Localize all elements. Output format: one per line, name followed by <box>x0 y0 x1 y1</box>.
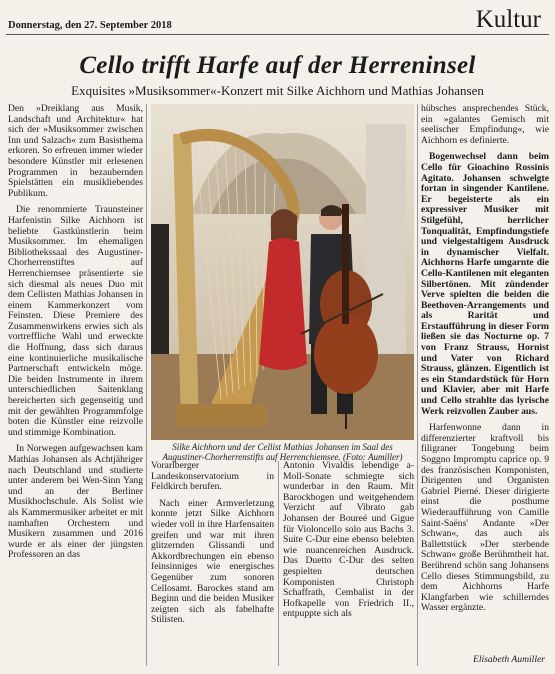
subhead: Exquisites »Musiksommer«-Konzert mit Silke Aichhorn und Mathias Johansen <box>71 83 484 98</box>
paragraph: Harfenwonne dann in differenzierter kraftvoll bis filigraner Tongebung beim Soggno Impromptu caprice op. 9 des französischen Komponisten, Dirigenten und Organisten Gabriel Pierné. Dieser dirigierte einst die posthume Wiederaufführung von Camille Saint-Saëns' Andante »Der Schwan«, das auch als Ballettstück »Der sterbende Schwan« große Berühmtheit hat. Berührend schön sang Johansens Cello dieses Stimmungsbild, zu dem Aichhorns Harfe Klangfarben wie schillerndes Wasser ergänzte. <box>421 422 549 614</box>
column-divider <box>278 461 279 666</box>
headline: Cello trifft Harfe auf der Herreninsel <box>79 52 476 79</box>
column-divider <box>146 104 147 666</box>
photo-illustration <box>151 104 414 440</box>
column-divider <box>417 104 418 666</box>
paragraph: hübsches ansprechendes Stück, ein »galantes Gemisch mit seelischer Empfindung«, wie Aichhorn es definierte. <box>421 103 549 146</box>
paragraph: In Norwegen aufgewachsen kam Mathias Johansen als Achtjähriger nach Deutschland und studierte unter anderem bei Wen-Sinn Yang und an der Berliner Musikhochschule. Als Solist wie als Kammermusiker arbeitet er mit namhaften Orchestern und Musikern zusammen und 2016 wurde er als einer der jüngsten Professoren an das <box>8 443 143 561</box>
paragraph: Antonio Vivaldis lebendige a-Moll-Sonate schmiegte sich wunderbar in den Raum. Mit Barockbogen und weitgehendem Verzicht auf Vibrato gab Johansen der Boureé und Gigue für Violoncello solo aus Bachs 3. Suite C-Dur eine ebenso belebten wie nuancenreichen Ausdruck. Das Duetto C-Dur des selten gespielten deutschen Komponisten Christoph Schaffrath, Cembalist in der Hofkapelle von Friedrich II., entpuppte sich als <box>283 460 414 620</box>
header-rule <box>6 34 549 35</box>
paragraph: Den »Dreiklang aus Musik, Landschaft und Architektur« hat sich der »Musiksommer zwischen Inn und Salzach« zum Basisthema erkoren. So erfreuen immer wieder besondere Künstler mit erlesenen Programmen in bezaubernden Spielstätten ein musikliebendes Publikum. <box>8 103 143 199</box>
photo-caption <box>151 442 414 462</box>
author-byline: Elisabeth Aumiller <box>472 654 545 665</box>
paragraph: Die renommierte Traunsteiner Harfenistin Silke Aichhorn ist beliebte Gastkünstlerin beim Musiksommer. Im ehemaligen Bibliothekssaal des Augustiner-Chorherrenstiftes auf Herrenchiemsee präsentierte sie sich diesmal als neues Duo mit dem Cellisten Mathias Johansen in einem Kammerkonzert vom Feinsten. Diese Premiere des Zusammenwirkens erwies sich als vortreffliche Wahl und erweckte die Hoffnung, dass sich daraus eine kontinuierliche musikalische Partnerschaft entwickeln möge. Die beiden Instrumente in ihrem unterschiedlichen Saitenklang bereicherten sich gegenseitig und mit der gewählten Programmfolge boten die Künstler eine reizvolle und stimmige Kombination. <box>8 204 143 438</box>
column-2a <box>151 461 274 632</box>
caption-text: Silke Aichhorn und der Cellist Mathias Johansen im Saal des Augustiner-Chorherrenstifts auf Herrenchiemsee. <box>162 442 393 462</box>
column-2b <box>283 461 414 626</box>
section-title: Kultur <box>475 6 541 33</box>
concert-photo <box>151 104 414 440</box>
paragraph: Vorarlberger Landeskonservatorium in Feldkirch berufen. <box>151 460 274 493</box>
paragraph: Nach einer Armverletzung konnte jetzt Silke Aichhorn wieder voll in ihre Harfensaiten greifen und war mit ihren glitzernden Glissandi und Akkordbrechungen ein ebenso feinsinniges wie energisches Gegenüber zum sonoren Cellosamt. Barockes stand am Beginn und die beiden Musiker zeigten sich als fabelhafte Stilisten. <box>151 497 274 626</box>
header-date: Donnerstag, den 27. September 2018 <box>8 20 172 31</box>
photo-credit: (Foto: Aumiller) <box>342 452 403 462</box>
paragraph: Bogenwechsel dann beim Cello für Gioachino Rossinis Agitato. Johansen schwelgte fortan in singender Kantilene. Er begeisterte als ein expressiver Musiker mit Stilgefühl, herrlicher Tonqualität, Empfindungstiefe und vielgestaltigem Ausdruck in dynamischer Vielfalt. Aichhorns Harfe umgarnte die Cello-Kantilenen mit eleganten Silbertönen. Mit zündender Verve spielten die beiden die Beethoven-Arrangements und als Rarität und Erstaufführung in dieser Form ließen sie das Nocturne op. 7 von Franz Strauss, Hornist und Vater von Richard Strauss, glänzen. Eigentlich ist es ein Standardstück für Horn und Klavier, aber mit Harfe und Cello strahlte das lyrische Werk reizvollen Zauber aus. <box>421 151 549 417</box>
column-1 <box>8 104 143 567</box>
column-3 <box>421 104 549 620</box>
